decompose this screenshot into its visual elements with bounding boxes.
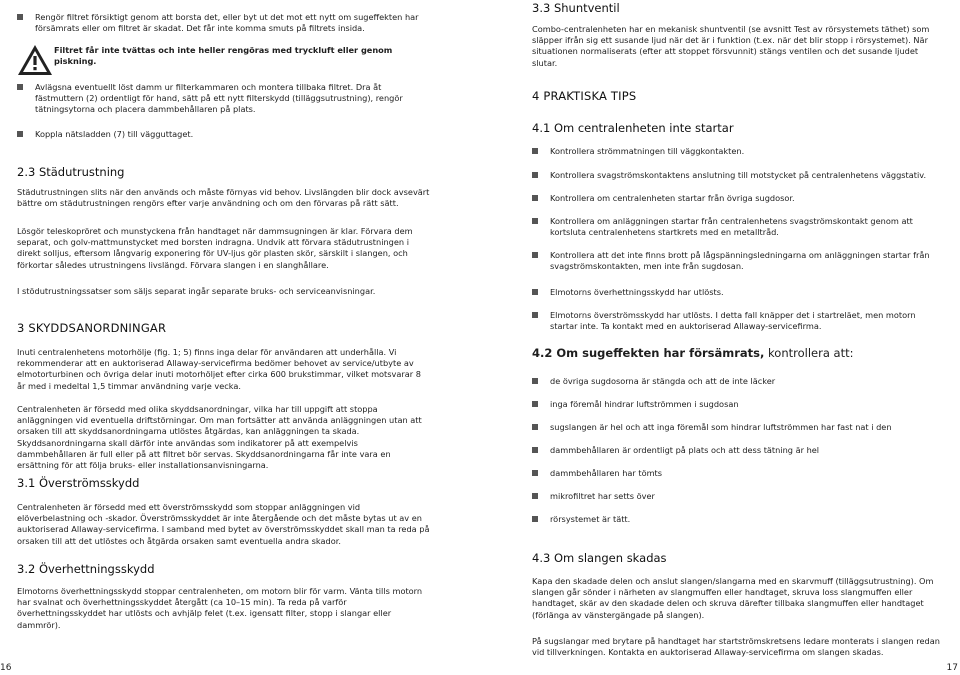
bullet-square-icon <box>532 401 538 407</box>
bullet-square-icon <box>532 148 538 154</box>
section-heading-3-3: 3.3 Shuntventil <box>532 1 620 15</box>
list-item <box>532 422 944 433</box>
paragraph: Lösgör teleskopröret och munstyckena från handtaget när dammsugningen är klar. Förvara dem separat, och golv-mattmunstycket med borsten indragna. Undvik att förvara städutrustningen i direkt solljus, eftersom långvarig exponering för UV-ljus gör plasten skör, särskilt i slangen, och förkortar således utrustningens livslängd. Förvara slangen i en slanghållare. <box>17 226 413 270</box>
list-item <box>532 310 944 332</box>
list-item <box>532 170 944 181</box>
page-number-left: 16 <box>0 663 12 673</box>
paragraph: Centralenheten är försedd med olika skyddsanordningar, vilka har till uppgift att stoppa anläggningen vid eventuella driftstörningar. Om man fortsätter att använda anläggningen utan att orsaken till att skyddsanordningarna utlöstes åtgärdas, kan anläggningen ta skada. Skyddsanordningarna skall därför inte användas som indikatorer på att exempelvis dammbehållaren är full eller på att filtret bör servas. Skyddsanordningarna får inte vara en ersättning för att följa bruks- eller installationsanvisningarna. <box>17 404 422 471</box>
list-item <box>532 193 944 204</box>
instruction-text: Avlägsna eventuellt löst damm ur filterkammaren och montera tillbaka filtret. Dra åt fästmuttern (2) ordentligt för hand, sätt på ett nytt filterskydd (tilläggsutrustning), rengör tätningsytorna och placera dammbehållaren på plats. <box>35 82 403 115</box>
paragraph: Städutrustningen slits när den används och måste förnyas vid behov. Livslängden blir dock avsevärt bättre om städutrustningen rengörs efter varje användning och om den förvaras på rätt sätt. <box>17 187 430 209</box>
bullet-square-icon <box>532 470 538 476</box>
list-item-text: Kontrollera att det inte finns brott på lågspänningsledningarna om anläggningen startar från svagströmskontakten, men inte från sugdosan. <box>550 250 930 272</box>
bullet-square-icon <box>532 172 538 178</box>
heading-rest-part: kontrollera att: <box>764 346 854 360</box>
warning-text: Filtret får inte tvättas och inte heller rengöras med tryckluft eller genom piskning. <box>54 45 393 67</box>
section-heading-4-1: 4.1 Om centralenheten inte startar <box>532 121 734 135</box>
list-item <box>532 491 944 502</box>
list-item-text: Kontrollera strömmatningen till väggkontakten. <box>550 146 745 156</box>
list-item-text: mikrofiltret har setts över <box>550 491 655 501</box>
list-item <box>17 129 430 140</box>
bullet-square-icon <box>532 516 538 522</box>
section-heading-3-2: 3.2 Överhettningsskydd <box>17 562 155 576</box>
list-item <box>532 514 944 525</box>
list-item <box>532 146 944 157</box>
list-item <box>532 468 944 479</box>
bullet-square-icon <box>532 447 538 453</box>
bullet-square-icon <box>532 312 538 318</box>
bullet-square-icon <box>532 493 538 499</box>
bullet-square-icon <box>532 424 538 430</box>
section-heading-4-2 <box>532 346 944 360</box>
list-item-text: dammbehållaren har tömts <box>550 468 663 478</box>
bullet-square-icon <box>532 378 538 384</box>
list-item-text: de övriga sugdosorna är stängda och att de inte läcker <box>550 376 776 386</box>
list-item-text: Elmotorns överströmsskydd har utlösts. I detta fall knäpper det i startreläet, men motorn startar inte. Ta kontakt med en auktoriserad Allaway-servicefirma. <box>550 310 916 332</box>
instruction-text: Koppla nätsladden (7) till vägguttaget. <box>35 129 194 139</box>
list-item-text: dammbehållaren är ordentligt på plats och att dess tätning är hel <box>550 445 820 455</box>
list-item-text: Elmotorns överhettningsskydd har utlösts. <box>550 287 724 297</box>
list-item <box>532 445 944 456</box>
warning-box <box>17 44 430 78</box>
page-number-right: 17 <box>946 663 958 673</box>
list-item <box>532 287 944 298</box>
bullet-square-icon <box>532 252 538 258</box>
paragraph: I stödutrustningssatser som säljs separat ingår separate bruks- och serviceanvisningar. <box>17 286 376 296</box>
section-heading-3-1: 3.1 Överströmsskydd <box>17 476 140 490</box>
bullet-square-icon <box>532 218 538 224</box>
list-item <box>532 250 944 272</box>
paragraph: Centralenheten är försedd med ett överströmsskydd som stoppar anläggningen vid elöverbelastning och -skador. Överströmsskyddet är inte återgående och det måste bytas ut av en auktoriserad Allaway-servicefirma. I samband med bytet av överströmsskyddet skall man ta reda på orsaken till att det utlöstes och åtgärda orsaken samt eventuella andra skador. <box>17 502 430 546</box>
list-item <box>17 12 430 34</box>
list-item-text: Kontrollera svagströmskontaktens anslutning till motstycket på centralenhetens väggstativ. <box>550 170 927 180</box>
heading-bold-part: 4.2 Om sugeffekten har försämrats, <box>532 346 765 360</box>
paragraph: På sugslangar med brytare på handtaget har startströmskretsens ledare monterats i slangen redan vid tillverkningen. Kontakta en auktoriserad Allaway-servicefirma om slangen skadas. <box>532 636 940 658</box>
section-heading-2-3: 2.3 Städutrustning <box>17 165 125 179</box>
bullet-square-icon <box>17 84 23 90</box>
list-item-text: Kontrollera om centralenheten startar från övriga sugdosor. <box>550 193 795 203</box>
paragraph: Elmotorns överhettningsskydd stoppar centralenheten, om motorn blir för varm. Vänta tills motorn har svalnat och överhettningsskyddet återgått (ca 10–15 min). Ta reda på varför överhettningsskyddet har utlösts och avhjälp felet (t.ex. igensatt filter, stopp i slangar eller dammrör). <box>17 586 423 630</box>
paragraph: Combo-centralenheten har en mekanisk shuntventil (se avsnitt Test av rörsystemets täthet) som släpper ifrån sig ett susande ljud när det är i funktion (t.ex. när det blir stopp i rörsystemet). När situationen normaliserats (efter att stoppet försvunnit) stängs ventilen och det susande ljudet slutar. <box>532 24 930 68</box>
list-item-text: inga föremål hindrar luftströmmen i sugdosan <box>550 399 739 409</box>
section-heading-3: 3 SKYDDSANORDNINGAR <box>17 321 167 335</box>
section-heading-4: 4 PRAKTISKA TIPS <box>532 89 637 103</box>
warning-triangle-icon <box>17 44 53 76</box>
list-item-text: Kontrollera om anläggningen startar från centralenhetens svagströmskontakt genom att kortsluta centralenhetens startkrets med en metalltråd. <box>550 216 913 238</box>
list-item <box>532 399 944 410</box>
paragraph: Kapa den skadade delen och anslut slangen/slangarna med en skarvmuff (tilläggsutrustning). Om slangen går sönder i närheten av slangmuffen eller handtaget, skruva loss slangmuffen eller handtaget, skär av den skadade delen och skruva därefter tillbaka slangmuffen eller handtaget (förlänga av vänstergängade på slangen). <box>532 576 934 620</box>
bullet-square-icon <box>532 195 538 201</box>
list-item-text: rörsystemet är tätt. <box>550 514 631 524</box>
list-item <box>532 376 944 387</box>
instruction-text: Rengör filtret försiktigt genom att borsta det, eller byt ut det mot ett nytt om sugeffekten har försämrats eller om filtret är skadat. Det får inte komma smuts på filtrets insida. <box>35 12 419 34</box>
bullet-square-icon <box>17 131 23 137</box>
list-item <box>17 82 430 116</box>
paragraph: Inuti centralenhetens motorhölje (fig. 1; 5) finns inga delar för användaren att underhålla. Vi rekommenderar att en auktoriserad Allaway-servicefirma bedömer behovet av service/utbyte av elmotorturbinen och övriga delar inuti motorhöljet efter cirka 600 brukstimmar, vilket motsvarar 8 år med i medeltal 1,5 timmar användning varje vecka. <box>17 347 421 391</box>
bullet-square-icon <box>532 289 538 295</box>
section-heading-4-3: 4.3 Om slangen skadas <box>532 551 667 565</box>
list-item-text: sugslangen är hel och att inga föremål som hindrar luftströmmen har fast nat i den <box>550 422 892 432</box>
list-item <box>532 216 944 238</box>
bullet-square-icon <box>17 14 23 20</box>
